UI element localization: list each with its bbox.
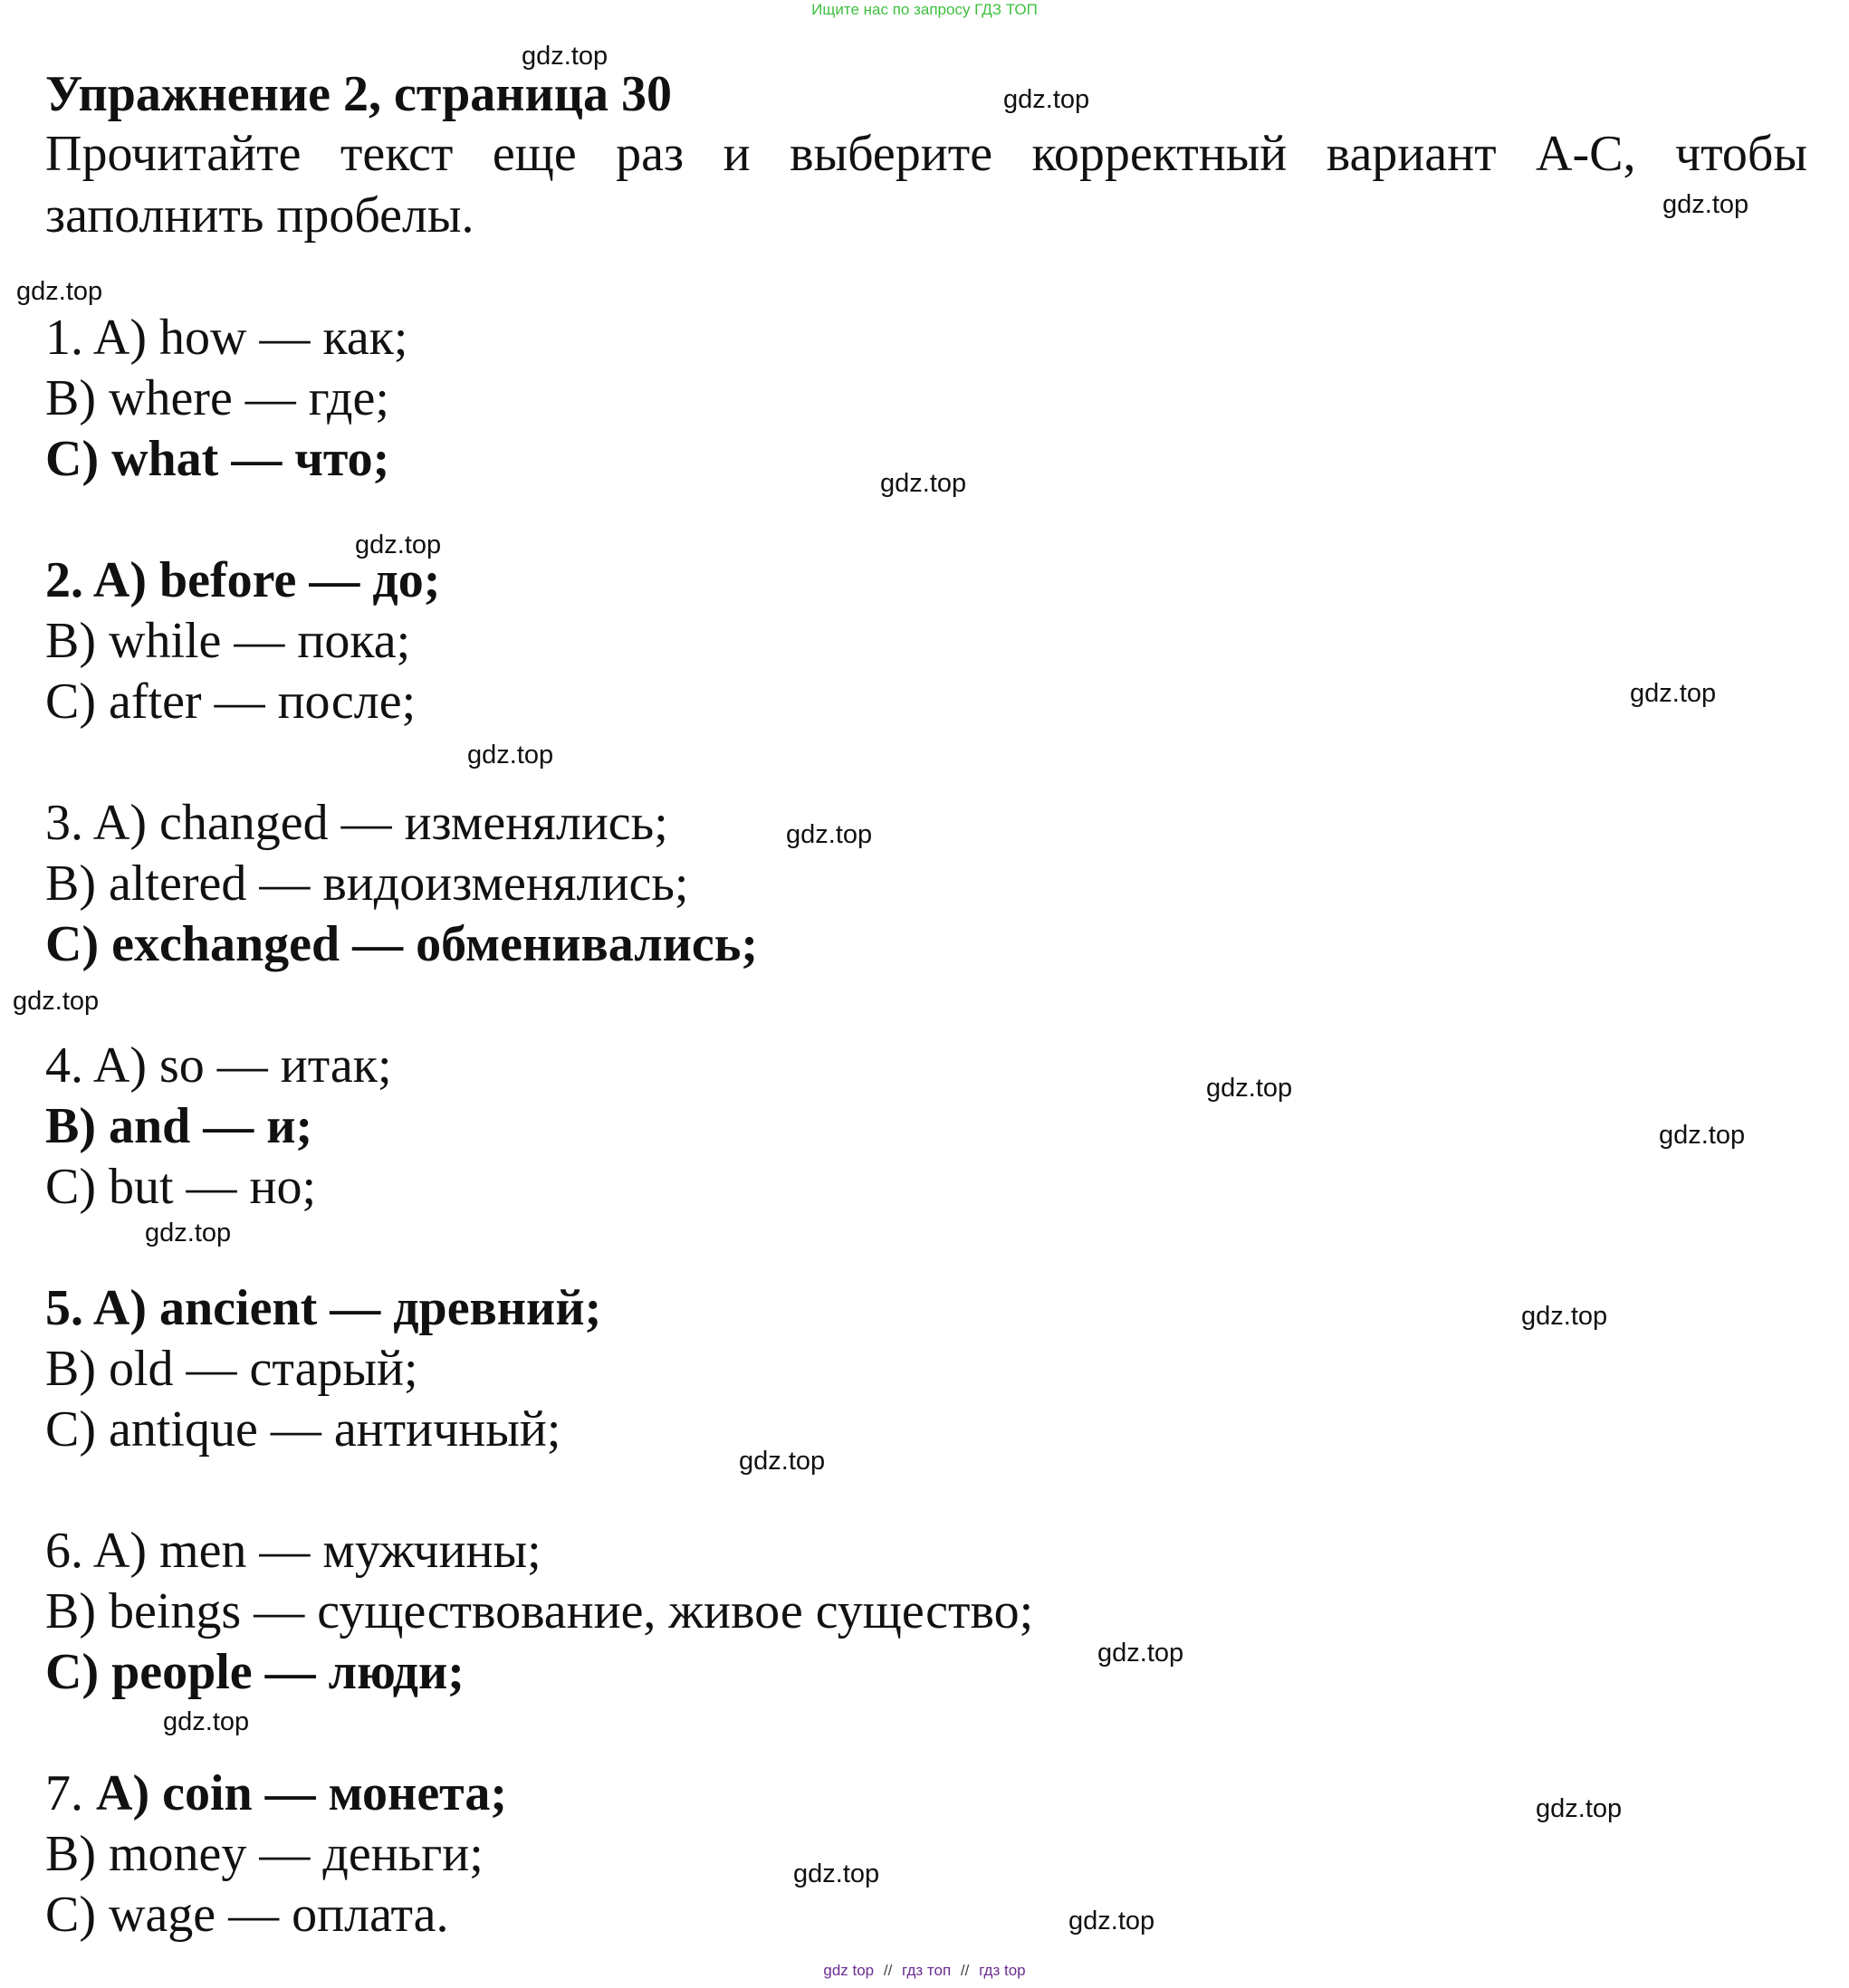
watermark: gdz.top — [1097, 1639, 1184, 1668]
watermark: gdz.top — [16, 277, 103, 306]
instruction — [45, 123, 1807, 246]
watermark: gdz.top — [1068, 1907, 1155, 1935]
item-1-option-a — [45, 308, 407, 368]
watermark: gdz.top — [145, 1219, 232, 1247]
footer-link-2[interactable]: гдз топ — [902, 1962, 952, 1979]
item-number: 5. — [45, 1280, 83, 1336]
item-7-option-a — [45, 1763, 507, 1823]
item-6-option-b: B) beings — существование, живое существо; — [45, 1583, 1034, 1639]
watermark: gdz.top — [522, 42, 608, 71]
item-number: 7. — [45, 1765, 83, 1821]
option-text: A) coin — монета; — [96, 1765, 508, 1821]
item-5-option-c: C) antique — античный; — [45, 1401, 561, 1458]
item-5-option-a — [45, 1278, 601, 1338]
option-text: A) ancient — древний; — [92, 1280, 602, 1336]
footer-separator: // — [960, 1962, 970, 1979]
watermark: gdz.top — [880, 469, 967, 498]
item-3-option-c: C) exchanged — обменивались; — [45, 916, 759, 972]
item-5-option-b: B) old — старый; — [45, 1341, 418, 1397]
watermark: gdz.top — [1003, 85, 1090, 114]
watermark: gdz.top — [467, 741, 554, 769]
instruction-line-1: Прочитайте текст еще раз и выберите корректный вариант A-C, чтобы — [45, 126, 1807, 182]
item-number: 4. — [45, 1037, 83, 1094]
watermark: gdz.top — [1662, 190, 1749, 219]
option-text: A) men — мужчины; — [92, 1523, 541, 1579]
watermark: gdz.top — [786, 820, 873, 849]
item-number: 2. — [45, 552, 83, 608]
item-number: 6. — [45, 1523, 83, 1579]
item-7-option-c: C) wage — оплата. — [45, 1887, 449, 1943]
watermark: gdz.top — [1206, 1074, 1293, 1103]
watermark: gdz.top — [1659, 1121, 1746, 1150]
option-text: A) so — итак; — [92, 1037, 392, 1094]
item-number: 3. — [45, 795, 83, 851]
option-text: A) before — до; — [92, 552, 441, 608]
watermark: gdz.top — [13, 987, 100, 1016]
watermark: gdz.top — [1536, 1794, 1623, 1823]
item-6-option-a — [45, 1521, 541, 1581]
watermark: gdz.top — [1630, 679, 1717, 708]
item-2-option-c: C) after — после; — [45, 674, 417, 730]
watermark: gdz.top — [793, 1859, 880, 1888]
exercise-title: Упражнение 2, страница 30 — [45, 66, 673, 122]
item-number: 1. — [45, 310, 83, 366]
watermark: gdz.top — [355, 530, 442, 559]
item-4-option-c: C) but — но; — [45, 1159, 317, 1215]
item-3-option-a — [45, 793, 668, 853]
item-7-option-b: B) money — деньги; — [45, 1826, 484, 1882]
footer-link-1[interactable]: gdz top — [823, 1962, 875, 1979]
footer-separator: // — [883, 1962, 893, 1979]
item-6-option-c: C) people — люди; — [45, 1644, 465, 1700]
footer-links — [0, 1961, 1849, 1981]
item-2-option-b: B) while — пока; — [45, 613, 411, 669]
search-hint: Ищите нас по запросу ГДЗ ТОП — [811, 1, 1038, 18]
item-4-option-a — [45, 1036, 392, 1095]
watermark: gdz.top — [1521, 1302, 1608, 1331]
option-text: A) changed — изменялись; — [92, 795, 668, 851]
item-3-option-b: B) altered — видоизменялись; — [45, 855, 689, 912]
option-text: A) how — как; — [92, 310, 408, 366]
footer-link-3[interactable]: гдз top — [979, 1962, 1026, 1979]
item-1-option-c: C) what — что; — [45, 431, 390, 487]
watermark: gdz.top — [739, 1447, 826, 1476]
watermark: gdz.top — [163, 1707, 250, 1736]
item-4-option-b: B) and — и; — [45, 1098, 313, 1154]
item-1-option-b: B) where — где; — [45, 370, 389, 426]
instruction-line-2: заполнить пробелы. — [45, 187, 474, 244]
